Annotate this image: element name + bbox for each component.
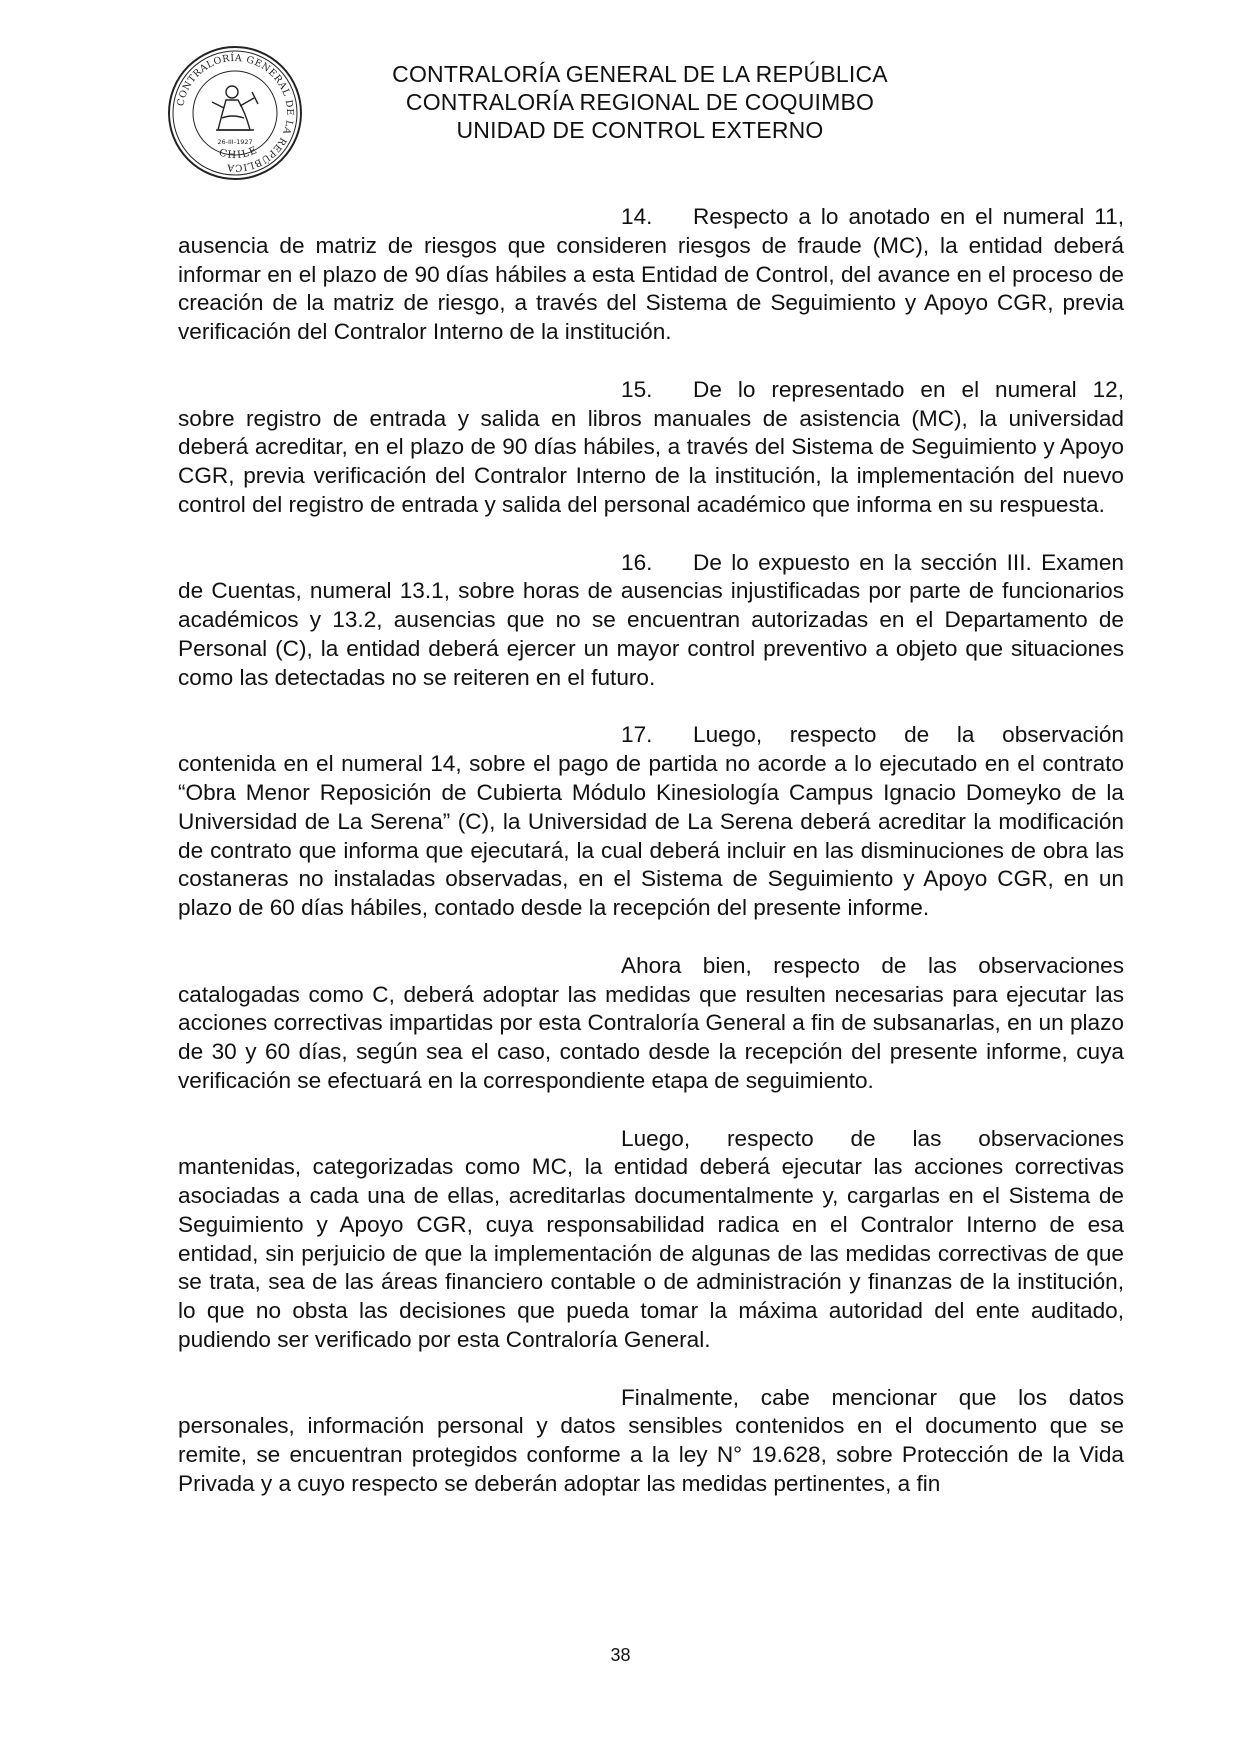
page-number: 38 bbox=[610, 1645, 631, 1665]
svg-text:26-III-1927: 26-III-1927 bbox=[217, 138, 253, 146]
seal-figure bbox=[212, 86, 258, 130]
paragraph-number: 17. bbox=[621, 722, 653, 748]
paragraph-observaciones-mc bbox=[178, 1125, 1124, 1355]
paragraph-observaciones-c bbox=[178, 952, 1124, 1096]
header-line-3: UNIDAD DE CONTROL EXTERNO bbox=[456, 117, 824, 143]
document-header bbox=[330, 60, 950, 144]
header-line-2: CONTRALORÍA REGIONAL DE COQUIMBO bbox=[405, 89, 875, 115]
paragraph-14 bbox=[178, 203, 1124, 347]
paragraph-number: 15. bbox=[621, 376, 653, 402]
paragraph-15 bbox=[178, 376, 1124, 520]
paragraph-17 bbox=[178, 721, 1124, 923]
paragraph-text: Finalmente, cabe mencionar que los datos personales, información personal y datos sensibles contenidos en el documento que se remite, se encuentran protegidos conforme a la ley N° 19.628, sobre Protección de la Vida Privada y a cuyo respecto se deberán adoptar las medidas pertinentes, a fin bbox=[178, 1384, 1124, 1497]
svg-text:CHILE: CHILE bbox=[217, 144, 261, 162]
paragraph-number: 16. bbox=[621, 549, 653, 575]
paragraph-text: Ahora bien, respecto de las observaciones catalogadas como C, deberá adoptar las medidas que resulten necesarias para ejecutar las acciones correctivas impartidas por esta Contraloría General a fin de subsanarlas, en un plazo de 30 y 60 días, según sea el caso, contado desde la recepción del presente informe, cuya verificación se efectuará en la correspondiente etapa de seguimiento. bbox=[178, 952, 1124, 1093]
document-body bbox=[178, 203, 1124, 1528]
paragraph-number: 14. bbox=[621, 204, 653, 229]
paragraph-text: Luego, respecto de la observación contenida en el numeral 14, sobre el pago de partida no acorde a lo ejecutado en el contrato “Obra Menor Reposición de Cubierta Módulo Kinesiología Campus Ignacio Domeyko de la Universidad de La Serena” (C), la Universidad de La Serena deberá acreditar la modificación de contrato que informa que ejecutará, la cual deberá incluir en las disminuciones de obra las costaneras no instaladas observadas, en el Sistema de Seguimiento y Apoyo CGR, en un plazo de 60 días hábiles, contado desde la recepción del presente informe. bbox=[178, 722, 1124, 921]
svg-text:CONTRALORÍA GENERAL DE LA REPÚ: CONTRALORÍA GENERAL DE LA REPÚBLICA bbox=[175, 52, 296, 174]
contraloria-seal-logo bbox=[166, 44, 304, 182]
paragraph-text: Respecto a lo anotado en el numeral 11, ausencia de matriz de riesgos que consideren riesgos de fraude (MC), la entidad deberá informar en el plazo de 90 días hábiles a esta Entidad de Control, del avance en el proceso de creación de la matriz de riesgo, a través del Sistema de Seguimiento y Apoyo CGR, previa verificación del Contralor Interno de la institución. bbox=[178, 204, 1124, 345]
header-line-1: CONTRALORÍA GENERAL DE LA REPÚBLICA bbox=[392, 61, 888, 87]
paragraph-text: De lo representado en el numeral 12, sobre registro de entrada y salida en libros manuales de asistencia (MC), la universidad deberá acreditar, en el plazo de 90 días hábiles, a través del Sistema de Seguimiento y Apoyo CGR, previa verificación del Contralor Interno de la institución, la implementación del nuevo control del registro de entrada y salida del personal académico que informa en su respuesta. bbox=[178, 376, 1124, 517]
paragraph-finalmente bbox=[178, 1384, 1124, 1499]
paragraph-text: Luego, respecto de las observaciones mantenidas, categorizadas como MC, la entidad deberá ejecutar las acciones correctivas asociadas a cada una de ellas, acreditarlas documentalmente y, cargarlas en el Sistema de Seguimiento y Apoyo CGR, cuya responsabilidad radica en el Contralor Interno de esa entidad, sin perjuicio de que la implementación de algunas de las medidas correctivas de que se trata, sea de las áreas financiero contable o de administración y finanzas de la institución, lo que no obsta las decisiones que pueda tomar la máxima autoridad del ente auditado, pudiendo ser verificado por esta Contraloría General. bbox=[178, 1125, 1124, 1353]
paragraph-text: De lo expuesto en la sección III. Examen de Cuentas, numeral 13.1, sobre horas de ausencias injustificadas por parte de funcionarios académicos y 13.2, ausencias que no se encuentran autorizadas en el Departamento de Personal (C), la entidad deberá ejercer un mayor control preventivo a objeto que situaciones como las detectadas no se reiteren en el futuro. bbox=[178, 549, 1124, 690]
paragraph-16 bbox=[178, 549, 1124, 693]
